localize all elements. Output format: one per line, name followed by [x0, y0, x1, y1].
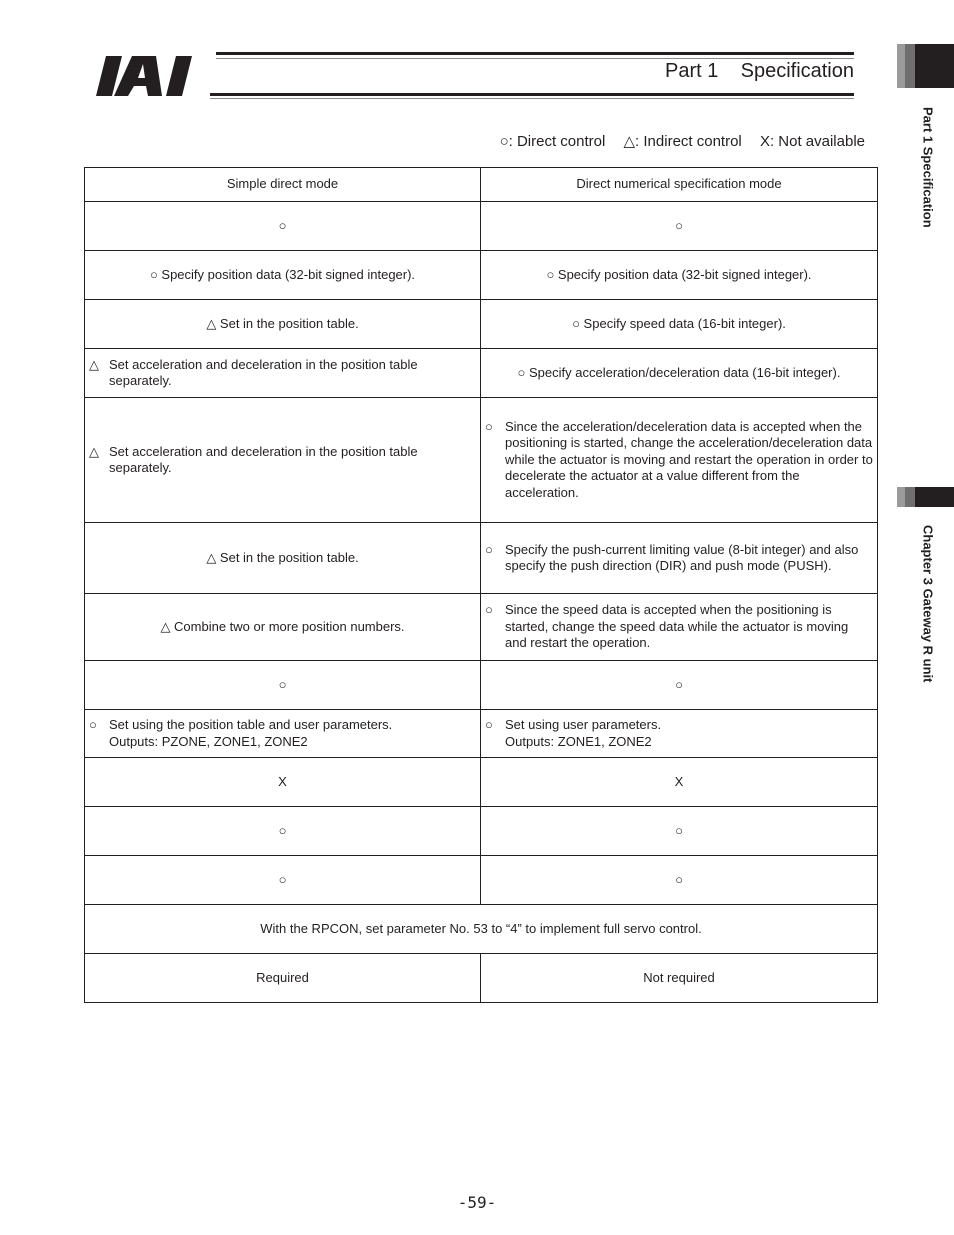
side-tab-marker [897, 44, 954, 88]
direct-control-mark: ○ [675, 822, 683, 838]
table-cell [85, 202, 481, 251]
direct-control-mark: ○ [485, 418, 493, 434]
direct-control-mark: ○ [278, 676, 287, 692]
table-row [85, 594, 878, 661]
table-row [85, 523, 878, 594]
header-rule [216, 58, 854, 59]
table-cell: △ Set in the position table. [85, 523, 481, 594]
table-cell [85, 710, 481, 758]
side-tab-part-label: Part 1 Specification [920, 107, 936, 228]
column-header: Simple direct mode [85, 168, 481, 202]
direct-control-mark: ○ [278, 871, 287, 887]
table-cell [481, 523, 878, 594]
table-cell [85, 661, 481, 710]
table-row [85, 202, 878, 251]
table-cell: ○ Specify acceleration/deceleration data (16-bit integer). [481, 349, 878, 398]
table-cell [481, 758, 878, 807]
direct-control-mark: ○ [278, 217, 287, 233]
direct-control-mark: ○ [675, 676, 683, 692]
table-row [85, 758, 878, 807]
header-rule [210, 98, 854, 99]
table-cell [481, 661, 878, 710]
cell-text: Outputs: ZONE1, ZONE2 [505, 733, 652, 749]
table-row [85, 661, 878, 710]
table-row [85, 807, 878, 856]
table-cell: ○ Specify speed data (16-bit integer). [481, 300, 878, 349]
table-cell [85, 398, 481, 523]
table-cell [481, 807, 878, 856]
iai-logo [96, 52, 216, 100]
not-available-mark: X [674, 773, 684, 789]
table-header-row [85, 168, 878, 202]
table-cell [481, 398, 878, 523]
indirect-control-mark: △ [89, 356, 99, 372]
direct-control-mark: ○ [485, 541, 493, 557]
table-cell [481, 202, 878, 251]
table-cell [481, 594, 878, 661]
table-row [85, 300, 878, 349]
direct-control-mark: ○ [675, 217, 683, 233]
table-cell: △ Combine two or more position numbers. [85, 594, 481, 661]
cell-text: Outputs: PZONE, ZONE1, ZONE2 [109, 733, 308, 749]
cell-text: Set acceleration and deceleration in the position table separately. [109, 443, 418, 475]
table-cell: ○ Specify position data (32-bit signed integer). [85, 251, 481, 300]
table-row [85, 710, 878, 758]
cell-text: Since the speed data is accepted when the positioning is started, change the speed data while the actuator is moving and restart the operation. [505, 602, 849, 651]
direct-control-mark: ○ [278, 822, 287, 838]
cell-text: Set acceleration and deceleration in the position table separately. [109, 356, 418, 388]
table-cell [85, 349, 481, 398]
table-row [85, 349, 878, 398]
table-cell [481, 710, 878, 758]
table-row [85, 954, 878, 1003]
direct-control-mark: ○ [485, 602, 493, 618]
table-cell: △ Set in the position table. [85, 300, 481, 349]
legend-not-available: X: Not available [759, 133, 865, 150]
table-cell: ○ Specify position data (32-bit signed integer). [481, 251, 878, 300]
side-tab-marker [897, 487, 954, 507]
page-number: -59- [457, 1193, 497, 1212]
direct-control-mark: ○ [675, 871, 683, 887]
cell-text: Specify the push-current limiting value (8-bit integer) and also specify the push direction (DIR) and push mode (PUSH). [505, 541, 859, 573]
side-tab-chapter-label: Chapter 3 Gateway R unit [920, 525, 936, 683]
indirect-control-mark: △ [89, 443, 99, 459]
table-cell: Not required [481, 954, 878, 1003]
not-available-mark: X [278, 773, 287, 789]
table-row [85, 251, 878, 300]
table-cell [85, 856, 481, 905]
table-cell [85, 807, 481, 856]
header-rule [210, 93, 854, 96]
direct-control-mark: ○ [89, 717, 97, 732]
table-cell [85, 758, 481, 807]
table-row [85, 905, 878, 954]
cell-text: Set using user parameters. [505, 717, 662, 732]
legend-direct: ○: Direct control [499, 133, 606, 150]
header-rule [216, 52, 854, 55]
table-cell-merged: With the RPCON, set parameter No. 53 to “4” to implement full servo control. [85, 905, 878, 954]
table-row [85, 398, 878, 523]
table-cell: Required [85, 954, 481, 1003]
table-row [85, 856, 878, 905]
direct-control-mark: ○ [485, 717, 493, 732]
cell-text: Set using the position table and user parameters. [109, 717, 393, 732]
page-header-title: Part 1 Specification [665, 60, 854, 82]
column-header: Direct numerical specification mode [481, 168, 878, 202]
cell-text: Since the acceleration/deceleration data is accepted when the positioning is started, change the acceleration/deceleration data while the actuator is moving and restart the operation in order to decelerate the actuator at a value different from the acceleration. [505, 418, 873, 500]
legend [500, 132, 865, 150]
spec-comparison-table [84, 167, 878, 1003]
legend-indirect: △: Indirect control [623, 133, 742, 150]
table-cell [481, 856, 878, 905]
